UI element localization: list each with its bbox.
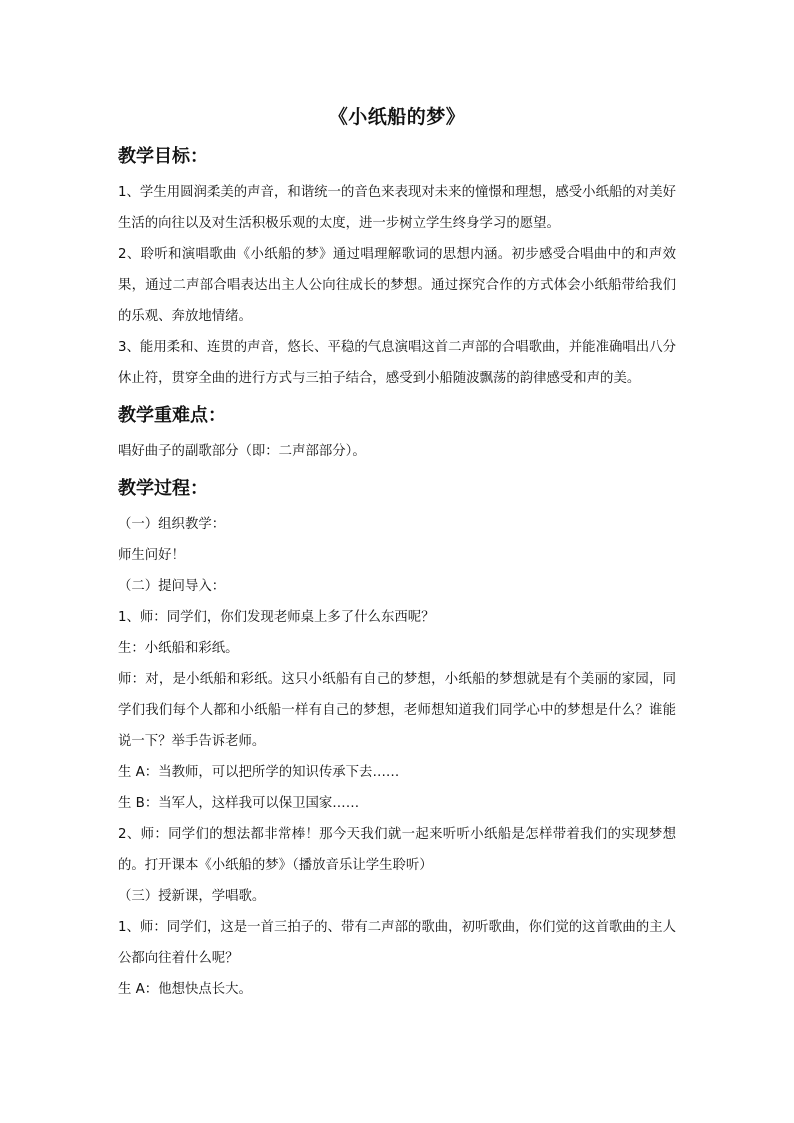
section-heading-goals: 教学目标： (118, 146, 208, 167)
section-heading-process: 教学过程： (118, 478, 208, 499)
section-teaching-goals (118, 143, 676, 394)
process-item-6: 师：对，是小纸船和彩纸。这只小纸船有自己的梦想，小纸船的梦想就是有个美丽的家园，同学们我们每个人都和小纸船一样有自己的梦想，老师想知道我们同学心中的梦想是什么？谁能说一下？举手告诉老师。 (118, 672, 676, 749)
section-key-points (118, 402, 676, 467)
goal-item-1: 1、学生用圆润柔美的声音，和谐统一的音色来表现对未来的憧憬和理想，感受小纸船的对美好生活的向往以及对生活积极乐观的太度，进一步树立学生终身学习的愿望。 (118, 185, 676, 231)
section-heading-key-points: 教学重难点： (118, 405, 226, 426)
process-item-1: （一）组织教学： (118, 517, 226, 532)
key-point-item-1: 唱好曲子的副歌部分（即：二声部部分）。 (118, 444, 366, 459)
process-item-8: 生 B：当军人，这样我可以保卫国家…… (118, 796, 360, 811)
process-item-5: 生：小纸船和彩纸。 (118, 641, 239, 656)
process-item-4: 1、师：同学们，你们发现老师桌上多了什么东西呢？ (118, 610, 435, 625)
document-title: 《小纸船的梦》 (328, 106, 466, 128)
process-item-10: （三）授新课，学唱歌。 (118, 889, 266, 904)
process-item-12: 生 A：他想快点长大。 (118, 982, 252, 997)
process-item-11: 1、师：同学们，这是一首三拍子的、带有二声部的歌曲，初听歌曲，你们觉的这首歌曲的主人公都向往着什么呢？ (118, 920, 676, 966)
process-item-2: 师生问好！ (118, 548, 185, 563)
process-item-3: （二）提问导入： (118, 579, 226, 594)
process-item-9: 2、师：同学们的想法都非常棒！那今天我们就一起来听听小纸船是怎样带着我们的实现梦想的。打开课本《小纸船的梦》（播放音乐让学生聆听） (118, 827, 676, 873)
goal-item-2: 2、聆听和演唱歌曲《小纸船的梦》通过唱理解歌词的思想内涵。初步感受合唱曲中的和声效果，通过二声部合唱表达出主人公向往成长的梦想。通过探究合作的方式体会小纸船带给我们的乐观、奔放地情绪。 (118, 247, 676, 324)
section-teaching-process (118, 475, 676, 1005)
goal-item-3: 3、能用柔和、连贯的声音，悠长、平稳的气息演唱这首二声部的合唱歌曲，并能准确唱出八分休止符，贯穿全曲的进行方式与三拍子结合，感受到小船随波飘荡的韵律感受和声的美。 (118, 340, 676, 386)
process-item-7: 生 A：当教师，可以把所学的知识传承下去…… (118, 765, 400, 780)
